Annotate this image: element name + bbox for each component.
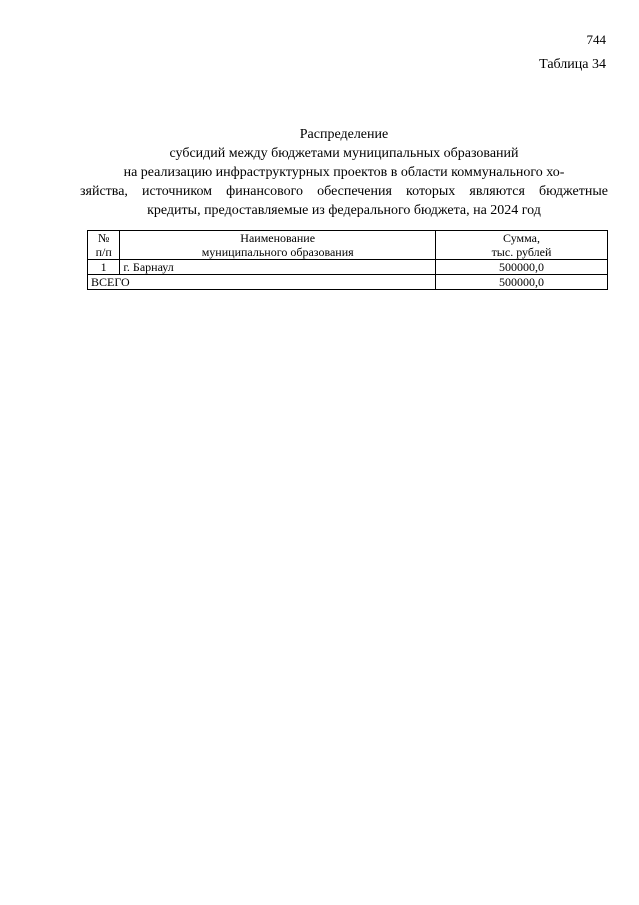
header-name-line2: муниципального образования xyxy=(201,245,354,259)
title-line-2: субсидий между бюджетами муниципальных образований xyxy=(169,146,519,161)
header-sum-line2: тыс. рублей xyxy=(491,245,552,259)
header-number-line1: № xyxy=(97,231,110,245)
row-sum: 500000,0 xyxy=(436,260,608,275)
subsidy-table xyxy=(87,230,608,290)
total-sum: 500000,0 xyxy=(436,275,608,290)
row-number: 1 xyxy=(88,260,120,275)
row-municipality: г. Барнаул xyxy=(120,260,436,275)
table-row xyxy=(88,260,608,275)
header-name xyxy=(120,231,436,260)
page-number: 744 xyxy=(586,32,606,47)
title-line-3: на реализацию инфраструктурных проектов в области коммунального хо- xyxy=(123,165,565,180)
header-number xyxy=(88,231,120,260)
title-line-1: Распределение xyxy=(299,127,389,142)
header-number-line2: п/п xyxy=(95,245,112,259)
header-sum xyxy=(436,231,608,260)
table-label: Таблица 34 xyxy=(539,57,606,72)
header-sum-line1: Сумма, xyxy=(503,231,540,245)
document-title xyxy=(80,125,608,220)
table-header-row xyxy=(88,231,608,260)
header-name-line1: Наименование xyxy=(240,231,316,245)
total-label: ВСЕГО xyxy=(88,275,436,290)
title-line-5: кредиты, предоставляемые из федерального бюджета, на 2024 год xyxy=(147,203,541,218)
title-line-4: зяйства, источником финансового обеспечения которых являются бюджетные xyxy=(80,184,608,199)
total-row xyxy=(88,275,608,290)
